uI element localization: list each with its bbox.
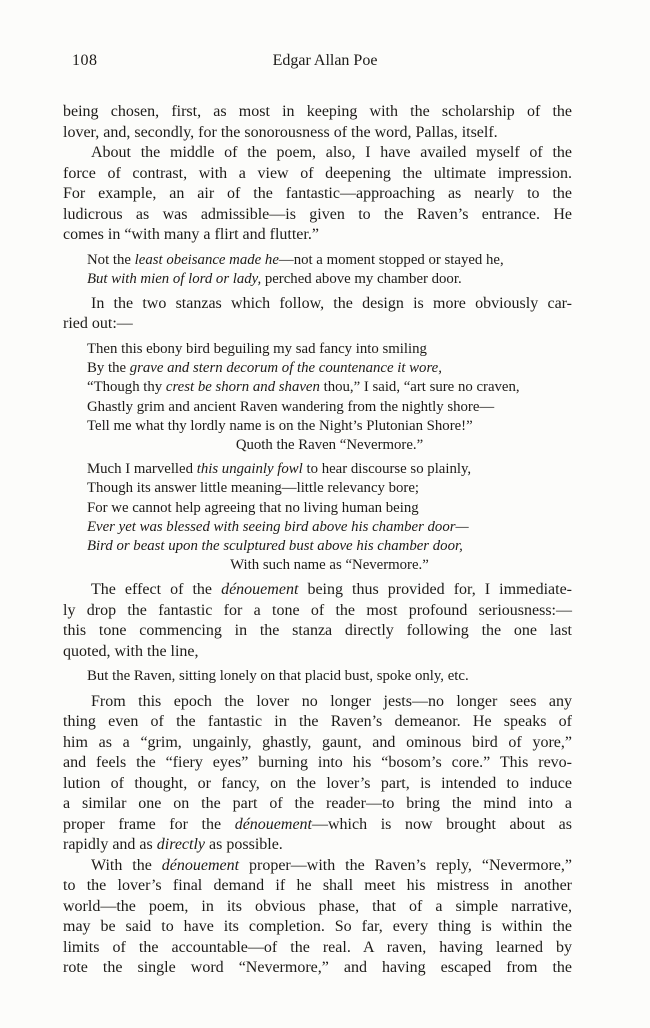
text-run: With such name as “Nevermore.” [230, 557, 429, 574]
text-run: About the middle of the poem, also, I have availed myself of the [91, 144, 572, 161]
text-run: dénouement [221, 581, 299, 599]
text-run: But the Raven, sitting lonely on that placid bust, spoke only, etc. [87, 668, 469, 685]
paragraph [63, 102, 572, 143]
text-line [63, 692, 572, 713]
text-run: With the [91, 856, 162, 874]
text-line [63, 601, 572, 622]
text-run: him as a “grim, ungainly, ghastly, gaunt, and ominous bird of yore,” [63, 733, 572, 751]
text-run: this tone commencing in the stanza directly following the one last [63, 622, 572, 640]
text-run: thing even of the fantastic in the Raven’s demeanor. He speaks of [63, 713, 572, 731]
text-line [63, 958, 572, 979]
paragraph [63, 294, 572, 335]
text-line [87, 359, 572, 378]
text-line [63, 123, 572, 144]
text-run: directly [156, 836, 206, 854]
text-run: Not the [87, 251, 135, 268]
text-line [63, 143, 572, 164]
text-line [87, 460, 572, 479]
text-line [87, 340, 572, 359]
text-line [87, 251, 572, 270]
text-line [63, 774, 572, 795]
text-line [87, 436, 572, 455]
text-line [87, 378, 572, 397]
quote-block [87, 460, 572, 575]
text-run: ried out:— [63, 315, 133, 333]
text-run: dénouement [234, 815, 312, 833]
text-line [87, 667, 572, 686]
text-line [63, 917, 572, 938]
text-run: ly drop the fantastic for a tone of the most profound seriousness:— [63, 601, 572, 619]
text-run: By the [87, 360, 130, 377]
text-run: being chosen, first, as most in keeping with the scholarship of the [63, 103, 572, 120]
text-run: From this epoch the lover no longer jests—no longer sees any [91, 692, 572, 710]
text-run: to the lover’s final demand if he shall meet his mistress in another [63, 877, 572, 895]
text-run: In the two stanzas which follow, the design is more obviously car- [91, 294, 572, 312]
text-run: But with mien of lord or lady, [87, 270, 262, 287]
text-run: —not a moment stopped or stayed he, [278, 251, 504, 268]
text-run: may be said to have its completion. So far, every thing is within the [63, 918, 572, 936]
text-run: dénouement [161, 856, 240, 874]
text-line [63, 164, 572, 185]
text-run: perched above my chamber door. [261, 270, 462, 287]
quote-block [87, 667, 572, 686]
text-run: limits of the accountable—of the real. A raven, having learned by [63, 938, 572, 956]
text-line [63, 294, 572, 315]
text-run: to hear discourse so plainly, [302, 461, 472, 478]
text-run: rote the single word “Nevermore,” and having escaped from the [63, 959, 572, 977]
text-run: “Though thy [87, 379, 166, 396]
text-run: ludicrous as was admissible—is given to the Raven’s entrance. He [63, 205, 572, 223]
text-line [63, 876, 572, 897]
paragraph [63, 856, 572, 979]
text-run: thou,” I said, “art sure no craven, [319, 379, 520, 396]
text-line [63, 580, 572, 601]
page-number: 108 [72, 52, 98, 69]
text-run: Tell me what thy lordly name is on the Night’s Plutonian Shore!” [87, 417, 473, 434]
text-line [63, 621, 572, 642]
text-run: Bird or beast upon the sculptured bust above his chamber door, [87, 537, 463, 554]
text-line [87, 270, 572, 289]
text-run: Then this ebony bird beguiling my sad fancy into smiling [87, 340, 427, 357]
text-line [63, 314, 572, 335]
text-run: The effect of the [91, 581, 222, 599]
paragraph [63, 692, 572, 856]
text-run: as possible. [205, 836, 283, 854]
text-line [63, 753, 572, 774]
text-run: rapidly and as [63, 836, 157, 854]
text-run: For we cannot help agreeing that no living human being [87, 499, 419, 516]
text-run: least obeisance made he [134, 251, 279, 268]
quote-block [87, 340, 572, 455]
running-header-title: Edgar Allan Poe [272, 52, 378, 69]
text-run: crest be shorn and shaven [165, 379, 320, 396]
text-line [87, 479, 572, 498]
paragraph [63, 580, 572, 662]
text-line [63, 733, 572, 754]
text-line [87, 556, 572, 575]
text-line [63, 225, 572, 246]
text-line [63, 712, 572, 733]
text-run: this ungainly fowl [196, 461, 303, 478]
text-run: Though its answer little meaning—little relevancy bore; [87, 480, 420, 497]
text-run: force of contrast, with a view of deepening the ultimate impression. [63, 164, 572, 182]
page-body [63, 102, 572, 979]
text-line [63, 897, 572, 918]
text-line [63, 815, 572, 836]
paragraph [63, 143, 572, 246]
text-run: proper—with the Raven’s reply, “Nevermore,” [239, 856, 573, 874]
text-run: Quoth the Raven “Nevermore.” [235, 436, 424, 453]
text-run: proper frame for the [63, 815, 235, 833]
quote-block [87, 251, 572, 289]
text-line [87, 518, 572, 537]
text-line [87, 499, 572, 518]
text-run: comes in “with many a flirt and flutter.” [63, 226, 319, 243]
text-line [63, 938, 572, 959]
text-run: a similar one on the part of the reader—to bring the mind into a [63, 795, 572, 813]
text-line [87, 417, 572, 436]
text-run: Ghastly grim and ancient Raven wandering from the nightly shore— [87, 398, 495, 415]
running-header [63, 52, 572, 73]
text-run: —which is now brought about as [312, 815, 572, 833]
text-run: For example, an air of the fantastic—approaching as nearly to the [63, 185, 572, 202]
text-line [87, 537, 572, 556]
text-run: Much I marvelled [87, 461, 197, 478]
text-line [63, 184, 572, 205]
text-line [63, 102, 572, 123]
text-line [63, 205, 572, 226]
text-run: being thus provided for, I immediate- [298, 581, 572, 599]
text-line [63, 835, 572, 856]
text-run: Ever yet was blessed with seeing bird above his chamber door— [87, 518, 469, 535]
text-line [87, 398, 572, 417]
text-run: lution of thought, or fancy, on the lover’s part, is intended to induce [63, 774, 572, 792]
text-run: grave and stern decorum of the countenance it wore, [129, 360, 442, 377]
text-line [63, 794, 572, 815]
text-run: lover, and, secondly, for the sonorousness of the word, Pallas, itself. [63, 123, 498, 141]
text-line [63, 856, 572, 877]
text-run: and feels the “fiery eyes” burning into his “bosom’s core.” This revo- [63, 754, 572, 772]
text-line [63, 642, 572, 663]
text-run: world—the poem, in its obvious phase, that of a simple narrative, [63, 897, 572, 915]
text-run: quoted, with the line, [63, 642, 199, 660]
